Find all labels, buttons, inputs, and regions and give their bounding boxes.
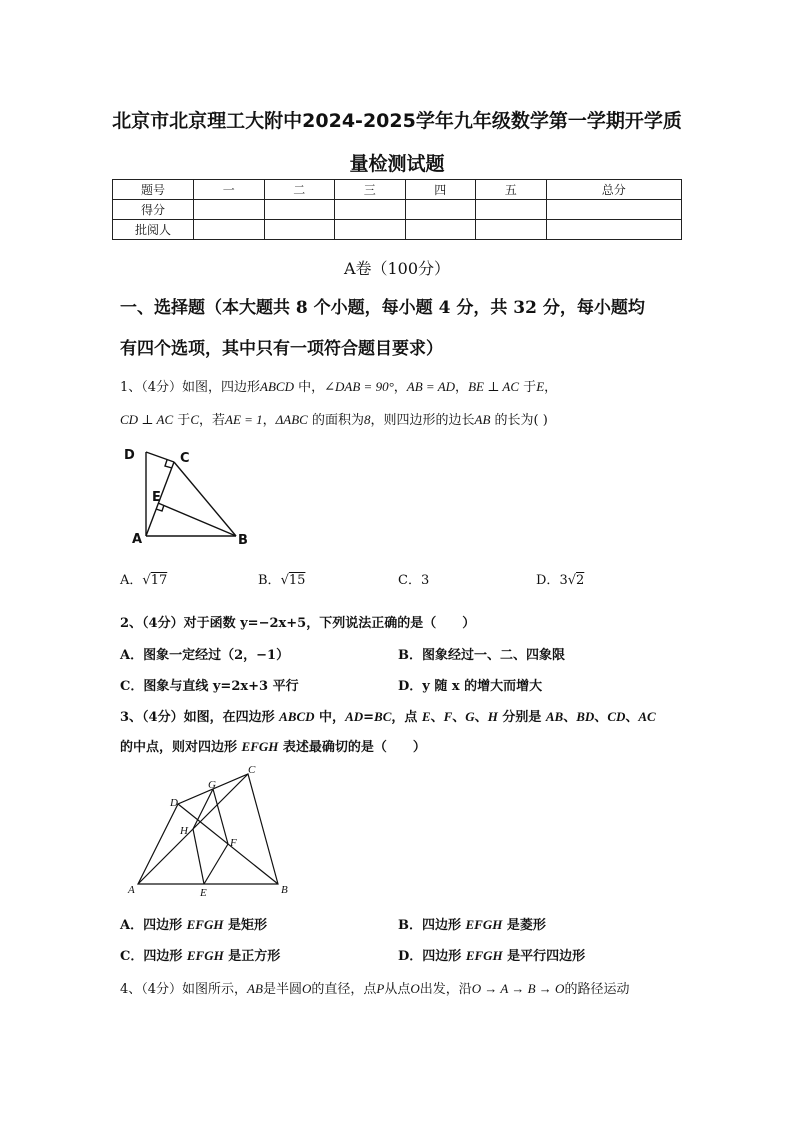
score-table: [112, 179, 682, 240]
q3-text: 、: [430, 710, 444, 725]
option-value: 3: [420, 573, 430, 588]
coefficient: 3: [559, 573, 568, 588]
reviewer-row: [113, 220, 682, 240]
header-cell: 一: [194, 180, 265, 200]
q3-text: 分别是: [497, 710, 546, 725]
q1-option-c[interactable]: [398, 569, 429, 588]
q1-math: AE = 1: [225, 412, 263, 427]
reviewer-cell[interactable]: [264, 220, 335, 240]
score-cell[interactable]: [405, 200, 476, 220]
score-cell[interactable]: [264, 200, 335, 220]
q4-math: AB: [247, 981, 263, 996]
q1-math: C: [190, 412, 199, 427]
q3-math: F: [443, 709, 453, 724]
q1-side-dc: [146, 452, 174, 462]
q1-text: ，: [393, 380, 407, 395]
q1-text: 中，: [294, 380, 325, 395]
q3-text: =: [363, 710, 375, 725]
q1-text: ，: [544, 380, 558, 395]
q3-option-b[interactable]: [398, 914, 546, 933]
option-label: B．四边形: [398, 918, 466, 933]
q3-label-b: B: [281, 884, 288, 896]
q3-math: ABCD: [279, 709, 315, 724]
option-text: 是平行四边形: [502, 949, 586, 964]
q3-option-c[interactable]: [120, 945, 280, 964]
q3-math: AB: [545, 709, 564, 724]
section-heading-line1: 一、选择题（本大题共 8 个小题，每小题 4 分，共 32 分，每小题均: [120, 298, 645, 318]
q1-text: ，: [455, 380, 469, 395]
option-label: D．: [536, 573, 560, 588]
q3-text: 、: [563, 710, 577, 725]
q4-math: P: [376, 981, 385, 996]
sqrt-sign: √: [142, 573, 151, 588]
reviewer-cell[interactable]: [335, 220, 406, 240]
q4-text: 的直径，点: [311, 982, 377, 997]
row-label: 批阅人: [113, 220, 194, 240]
q3-text: ，点: [391, 710, 422, 725]
q3-math: E: [421, 709, 431, 724]
q2-option-a[interactable]: A．图象一定经过（2，−1）: [120, 648, 290, 663]
q2-option-c[interactable]: C．图象与直线 y=2x+3 平行: [120, 679, 299, 694]
radicand: 2: [576, 573, 585, 588]
q3-label-e: E: [200, 887, 207, 899]
section-heading-line2: 有四个选项，其中只有一项符合题目要求）: [120, 339, 443, 359]
question-4-line1: [120, 978, 629, 997]
q3-text: 表述最确切的是（ ）: [278, 740, 426, 755]
q1-math: ABCD: [260, 379, 294, 394]
score-cell[interactable]: [194, 200, 265, 220]
q1-option-b[interactable]: [258, 569, 305, 588]
option-text: 是正方形: [223, 949, 281, 964]
q3-segment-fe: [204, 844, 228, 884]
q1-math: AB: [474, 412, 491, 427]
q1-side-cb: [174, 462, 236, 536]
section-heading: [120, 288, 690, 370]
q3-text: 、: [452, 710, 466, 725]
option-math: EFGH: [186, 917, 224, 932]
q4-text: 的路径运动: [564, 982, 630, 997]
q1-option-a[interactable]: [120, 569, 167, 588]
header-cell: 总分: [546, 180, 682, 200]
q2-option-b[interactable]: B．图象经过一、二、四象限: [398, 648, 565, 663]
header-cell: 五: [476, 180, 547, 200]
q1-text: 于: [519, 380, 537, 395]
option-label: C．: [398, 573, 421, 588]
reviewer-cell[interactable]: [194, 220, 265, 240]
q3-segment-gf: [213, 789, 228, 844]
q3-segment-eh: [193, 829, 204, 884]
q1-math: 8: [364, 412, 371, 427]
radicand: 15: [288, 573, 306, 588]
q3-label-a: A: [128, 884, 135, 896]
q3-text: 、: [594, 710, 608, 725]
option-math: EFGH: [465, 917, 503, 932]
q3-math: AD: [345, 709, 364, 724]
q1-label-b: B: [238, 533, 248, 548]
option-label: A．: [120, 573, 143, 588]
q3-option-a[interactable]: [120, 914, 267, 933]
sqrt-sign: √: [567, 573, 577, 588]
q1-math: ΔABC: [275, 412, 308, 427]
score-row: [113, 200, 682, 220]
score-table-header: [113, 180, 682, 200]
q4-math: O: [410, 981, 420, 996]
q3-math: EFGH: [241, 739, 279, 754]
question-1-line1: [120, 376, 557, 395]
q3-label-f: F: [230, 837, 237, 849]
reviewer-cell[interactable]: [476, 220, 547, 240]
q3-text: 、: [474, 710, 488, 725]
q3-figure: [124, 762, 294, 900]
q1-option-d[interactable]: [536, 569, 584, 588]
q1-math: AB = AD: [406, 379, 456, 394]
q1-label-c: C: [180, 451, 190, 466]
q1-figure: [110, 440, 270, 550]
q3-segment-hg: [193, 789, 213, 829]
q1-segment-be: [158, 503, 236, 536]
question-3-line1: [120, 706, 656, 725]
option-math: EFGH: [186, 948, 224, 963]
q3-math: AC: [638, 709, 656, 724]
q3-label-g: G: [208, 779, 216, 791]
q3-text: 中，: [314, 710, 346, 725]
section-a-heading: A卷（100分）: [343, 259, 451, 278]
q1-label-d: D: [124, 448, 135, 463]
q4-text: 出发，沿: [419, 982, 472, 997]
question-2-stem: 2、（4分）对于函数 y=−2x+5，下列说法正确的是（ ）: [120, 616, 476, 631]
header-cell: 二: [264, 180, 335, 200]
q3-option-d[interactable]: [398, 945, 585, 964]
q1-math: CD ⊥ AC: [120, 412, 174, 427]
q3-text: 、: [625, 710, 639, 725]
q1-text: 的长为( ): [490, 413, 548, 428]
q3-math: H: [487, 709, 498, 724]
q2-option-d[interactable]: D．y 随 x 的增大而增大: [398, 679, 543, 694]
q3-text: 的中点，则对四边形: [120, 740, 242, 755]
q1-text: ，则四边形的边长: [370, 413, 475, 428]
q3-label-h: H: [180, 825, 188, 837]
option-label: A．四边形: [120, 918, 187, 933]
radicand: 17: [150, 573, 168, 588]
q1-text: 的面积为: [307, 413, 364, 428]
score-cell[interactable]: [476, 200, 547, 220]
q3-math: G: [465, 709, 475, 724]
reviewer-cell[interactable]: [546, 220, 682, 240]
row-label: 得分: [113, 200, 194, 220]
q1-text: 1、（4分）如图，四边形: [120, 380, 261, 395]
q3-math: BD: [576, 709, 595, 724]
header-cell: 题号: [113, 180, 194, 200]
option-label: C．四边形: [120, 949, 187, 964]
q4-math: O: [301, 981, 312, 996]
question-1-line2: [120, 409, 548, 428]
q3-label-d: D: [170, 797, 178, 809]
q3-math: BC: [374, 709, 392, 724]
q4-math: O → A → B → O: [471, 981, 565, 996]
q1-math: BE ⊥ AC: [468, 379, 520, 394]
option-math: EFGH: [465, 948, 503, 963]
header-cell: 三: [335, 180, 406, 200]
q1-text: 于: [173, 413, 191, 428]
reviewer-cell[interactable]: [405, 220, 476, 240]
score-cell[interactable]: [335, 200, 406, 220]
q1-text: ，: [262, 413, 276, 428]
q4-text: 4、（4分）如图所示，: [120, 982, 248, 997]
exam-title-line1: 北京市北京理工大附中2024-2025学年九年级数学第一学期开学质: [112, 110, 682, 132]
question-3-line2: [120, 736, 426, 755]
option-text: 是矩形: [223, 918, 267, 933]
header-cell: 四: [405, 180, 476, 200]
sqrt-sign: √: [280, 573, 289, 588]
option-label: B．: [258, 573, 281, 588]
score-cell[interactable]: [546, 200, 682, 220]
q3-text: 3、（4分）如图，在四边形: [120, 710, 280, 725]
q4-text: 从点: [384, 982, 411, 997]
q3-math: CD: [607, 709, 626, 724]
option-label: D．四边形: [398, 949, 466, 964]
q1-text: ，若: [198, 413, 225, 428]
exam-title-line2: 量检测试题: [349, 153, 445, 175]
q3-label-c: C: [248, 764, 256, 776]
q1-label-e: E: [152, 490, 161, 505]
q4-text: 是半圆: [262, 982, 302, 997]
q1-label-a: A: [132, 532, 143, 547]
q1-math: E: [536, 379, 545, 394]
q1-math: ∠DAB = 90°: [324, 379, 394, 394]
option-text: 是菱形: [502, 918, 546, 933]
